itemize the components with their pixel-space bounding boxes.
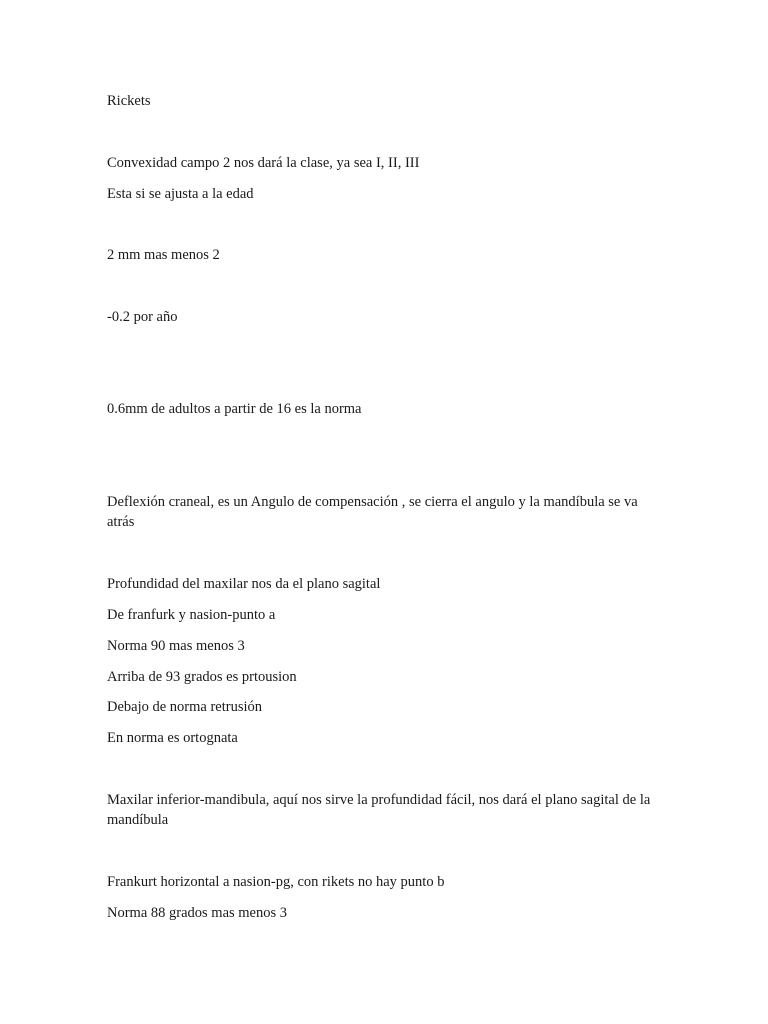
paragraph-line: Maxilar inferior-mandibula, aquí nos sirve la profundidad fácil, nos dará el plano sagital de la mandíbula	[107, 792, 651, 828]
paragraph-line: De franfurk y nasion-punto a	[107, 607, 276, 623]
paragraph-line: Debajo de norma retrusión	[107, 699, 263, 715]
paragraph-line: -0.2 por año	[107, 309, 178, 325]
paragraph-line: Deflexión craneal, es un Angulo de compensación , se cierra el angulo y la mandíbula se va atrás	[107, 494, 638, 530]
paragraph-line: Esta si se ajusta a la edad	[107, 186, 254, 202]
paragraph-line: Convexidad campo 2 nos dará la clase, ya sea I, II, III	[107, 155, 420, 171]
paragraph-line: 0.6mm de adultos a partir de 16 es la norma	[107, 401, 362, 417]
paragraph-line: Norma 88 grados mas menos 3	[107, 905, 288, 921]
paragraph-line: En norma es ortognata	[107, 730, 238, 746]
paragraph-line: Profundidad del maxilar nos da el plano sagital	[107, 576, 381, 592]
paragraph-line: Frankurt horizontal a nasion-pg, con rikets no hay punto b	[107, 874, 445, 890]
document-title: Rickets	[107, 93, 151, 109]
paragraph-line: 2 mm mas menos 2	[107, 247, 220, 263]
paragraph-line: Norma 90 mas menos 3	[107, 638, 245, 654]
paragraph-line: Arriba de 93 grados es prtousion	[107, 669, 297, 685]
